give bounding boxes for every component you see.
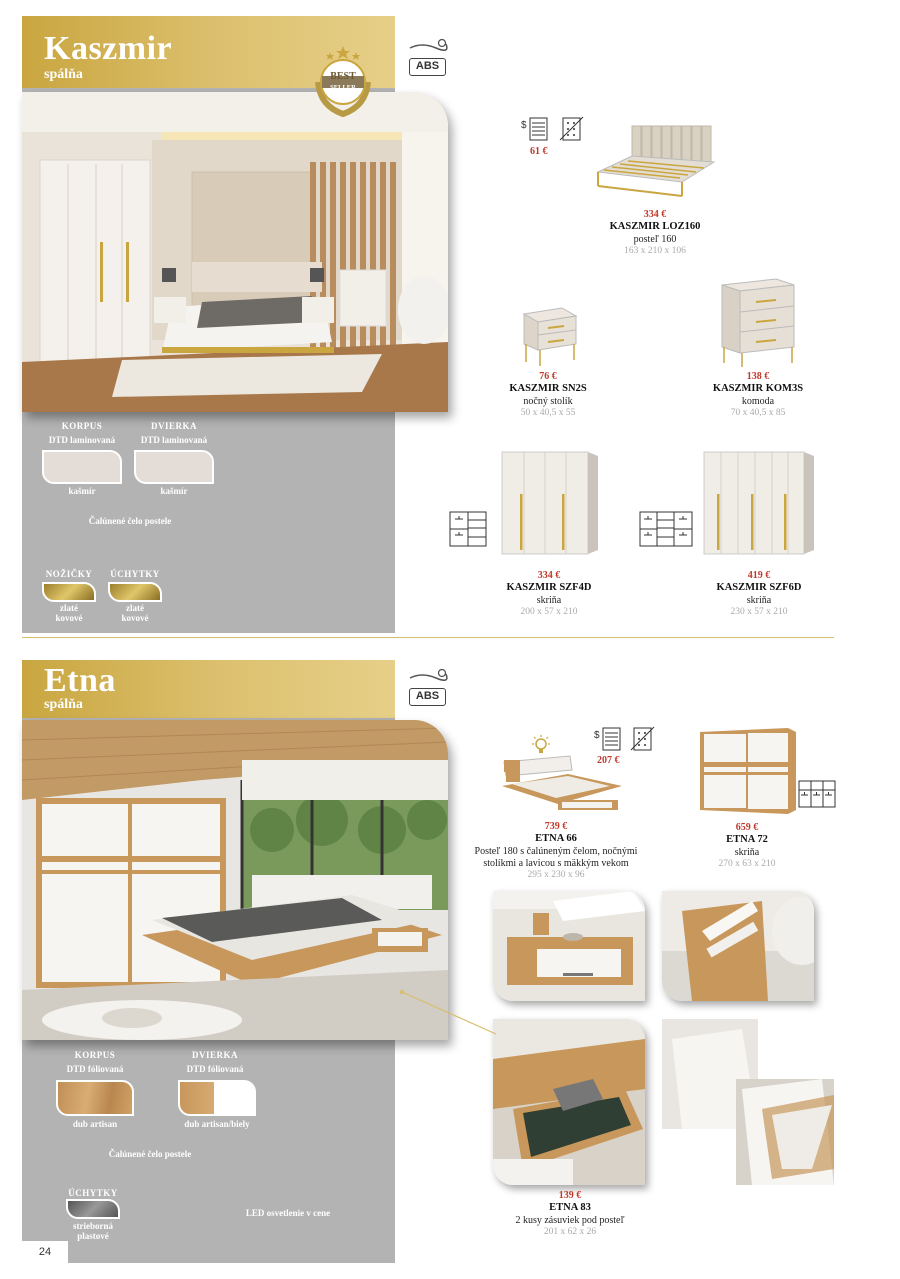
etna-slats-price: 207 € bbox=[597, 755, 620, 766]
product-name: ETNA 72 bbox=[726, 834, 768, 845]
product-desc: skriňa bbox=[734, 846, 760, 858]
etna-72-card bbox=[692, 822, 802, 870]
etna-nightstand-detail-photo bbox=[493, 891, 645, 1001]
handles-label: ÚCHYTKY bbox=[110, 569, 160, 579]
abs-badge: ABS bbox=[409, 58, 446, 76]
dvierka-material: DTD fóliovaná bbox=[186, 1064, 244, 1074]
kaszmir-szf6d-image bbox=[702, 448, 816, 558]
handles-swatch bbox=[66, 1199, 120, 1219]
kaszmir-bedroom-photo bbox=[22, 92, 448, 412]
etna-led-detail-photo bbox=[662, 891, 814, 1001]
kaszmir-szf4d-image bbox=[500, 448, 600, 558]
etna-headboard-detail-photo bbox=[662, 1019, 834, 1185]
kaszmir-kom3s-image bbox=[716, 277, 798, 369]
etna-bedroom-photo bbox=[22, 720, 448, 1040]
etna-66-card bbox=[470, 821, 642, 881]
wardrobe-interior-icon-4d bbox=[449, 511, 487, 547]
kaszmir-szf6d-card bbox=[694, 570, 824, 618]
handles-swatch bbox=[108, 582, 162, 602]
wardrobe-interior-icon bbox=[798, 780, 836, 808]
product-price: 334 € bbox=[643, 209, 667, 220]
korpus-swatch bbox=[42, 450, 122, 484]
product-desc: Posteľ 180 s čalúneným čelom, nočnými stolíkmi a lavicou s mäkkým vekom bbox=[474, 845, 638, 869]
legs-swatch bbox=[42, 582, 96, 602]
product-name: KASZMIR SZF6D bbox=[716, 582, 802, 593]
product-dims: 201 x 62 x 26 bbox=[543, 1226, 597, 1237]
headboard-note: Čalúnené čelo postele bbox=[88, 516, 172, 526]
product-dims: 50 x 40,5 x 55 bbox=[520, 407, 576, 418]
handles-label: ÚCHYTKY bbox=[68, 1188, 118, 1198]
product-price: 419 € bbox=[747, 570, 771, 581]
drawer-callout-line bbox=[400, 990, 500, 1040]
slatted-base-icon bbox=[594, 726, 624, 752]
dvierka-swatch bbox=[134, 450, 214, 484]
kaszmir-sn2s-card bbox=[488, 371, 608, 419]
svg-text:$: $ bbox=[594, 730, 600, 741]
product-desc: skriňa bbox=[746, 594, 772, 606]
etna-title: Etna bbox=[44, 662, 116, 699]
best-seller-text-1: BEST bbox=[330, 71, 356, 82]
etna-72-image bbox=[696, 726, 800, 816]
best-seller-badge bbox=[312, 44, 374, 124]
kaszmir-kom3s-card bbox=[698, 371, 818, 419]
handles-material: strieborná plastové bbox=[73, 1221, 113, 1242]
product-name: ETNA 83 bbox=[549, 1202, 591, 1213]
product-dims: 70 x 40,5 x 85 bbox=[730, 407, 786, 418]
dvierka-label: DVIERKA bbox=[150, 421, 197, 431]
etna-66-image bbox=[498, 750, 630, 818]
korpus-color: kašmír bbox=[68, 486, 96, 496]
korpus-swatch bbox=[56, 1080, 134, 1116]
product-desc: komoda bbox=[741, 395, 775, 407]
led-note: LED osvetlenie v cene bbox=[245, 1208, 331, 1218]
best-seller-text-2: SELLER bbox=[330, 84, 356, 91]
etna-83-card bbox=[488, 1190, 652, 1238]
product-desc: 2 kusy zásuviek pod posteľ bbox=[515, 1214, 625, 1226]
abs-badge: ABS bbox=[409, 688, 446, 706]
legs-material: zlaté kovové bbox=[55, 603, 83, 624]
kaszmir-title: Kaszmir bbox=[44, 30, 173, 67]
wardrobe-interior-icon-6d bbox=[639, 511, 693, 547]
dvierka-color: dub artisan/biely bbox=[184, 1119, 250, 1129]
kaszmir-slats-price: 61 € bbox=[530, 146, 548, 157]
product-price: 659 € bbox=[735, 822, 759, 833]
product-dims: 200 x 57 x 210 bbox=[520, 606, 578, 617]
product-desc: skriňa bbox=[536, 594, 562, 606]
etna-subtitle: spálňa bbox=[44, 697, 83, 712]
product-price: 739 € bbox=[544, 821, 568, 832]
mattress-not-included-icon bbox=[630, 726, 656, 752]
page-number: 24 bbox=[22, 1241, 68, 1263]
slatted-base-icon bbox=[521, 116, 551, 142]
kaszmir-loz160-image bbox=[590, 120, 722, 200]
dvierka-swatch bbox=[178, 1080, 256, 1116]
svg-text:$: $ bbox=[521, 120, 527, 131]
product-price: 76 € bbox=[539, 371, 557, 382]
product-dims: 295 x 230 x 96 bbox=[527, 869, 585, 880]
abs-edge-icon bbox=[408, 668, 448, 688]
product-name: KASZMIR LOZ160 bbox=[609, 221, 701, 232]
product-price: 334 € bbox=[537, 570, 561, 581]
product-name: KASZMIR KOM3S bbox=[712, 383, 804, 394]
dvierka-material: DTD laminovaná bbox=[140, 435, 208, 445]
kaszmir-loz160-card bbox=[585, 209, 725, 257]
product-name: KASZMIR SZF4D bbox=[506, 582, 592, 593]
product-dims: 270 x 63 x 210 bbox=[718, 858, 776, 869]
product-desc: posteľ 160 bbox=[633, 233, 677, 245]
product-price: 139 € bbox=[558, 1190, 582, 1201]
section-divider bbox=[22, 637, 834, 638]
product-dims: 230 x 57 x 210 bbox=[730, 606, 788, 617]
korpus-label: KORPUS bbox=[61, 421, 103, 431]
product-price: 138 € bbox=[746, 371, 770, 382]
product-dims: 163 x 210 x 106 bbox=[624, 245, 686, 256]
product-name: KASZMIR SN2S bbox=[509, 383, 587, 394]
korpus-material: DTD fóliovaná bbox=[66, 1064, 124, 1074]
dvierka-label: DVIERKA bbox=[191, 1050, 238, 1060]
korpus-color: dub artisan bbox=[72, 1119, 118, 1129]
product-name: ETNA 66 bbox=[535, 833, 577, 844]
kaszmir-subtitle: spálňa bbox=[44, 67, 83, 82]
abs-edge-icon bbox=[408, 38, 448, 58]
korpus-material: DTD laminovaná bbox=[48, 435, 116, 445]
kaszmir-szf4d-card bbox=[484, 570, 614, 618]
handles-material: zlaté kovové bbox=[121, 603, 149, 624]
etna-drawer-detail-photo bbox=[493, 1019, 645, 1185]
dvierka-color: kašmír bbox=[160, 486, 188, 496]
product-desc: nočný stolík bbox=[523, 395, 573, 407]
headboard-note: Čalúnené čelo postele bbox=[108, 1149, 192, 1159]
kaszmir-sn2s-image bbox=[518, 304, 580, 368]
mattress-not-included-icon bbox=[559, 116, 585, 142]
legs-label: NOŽIČKY bbox=[45, 569, 93, 579]
korpus-label: KORPUS bbox=[74, 1050, 116, 1060]
